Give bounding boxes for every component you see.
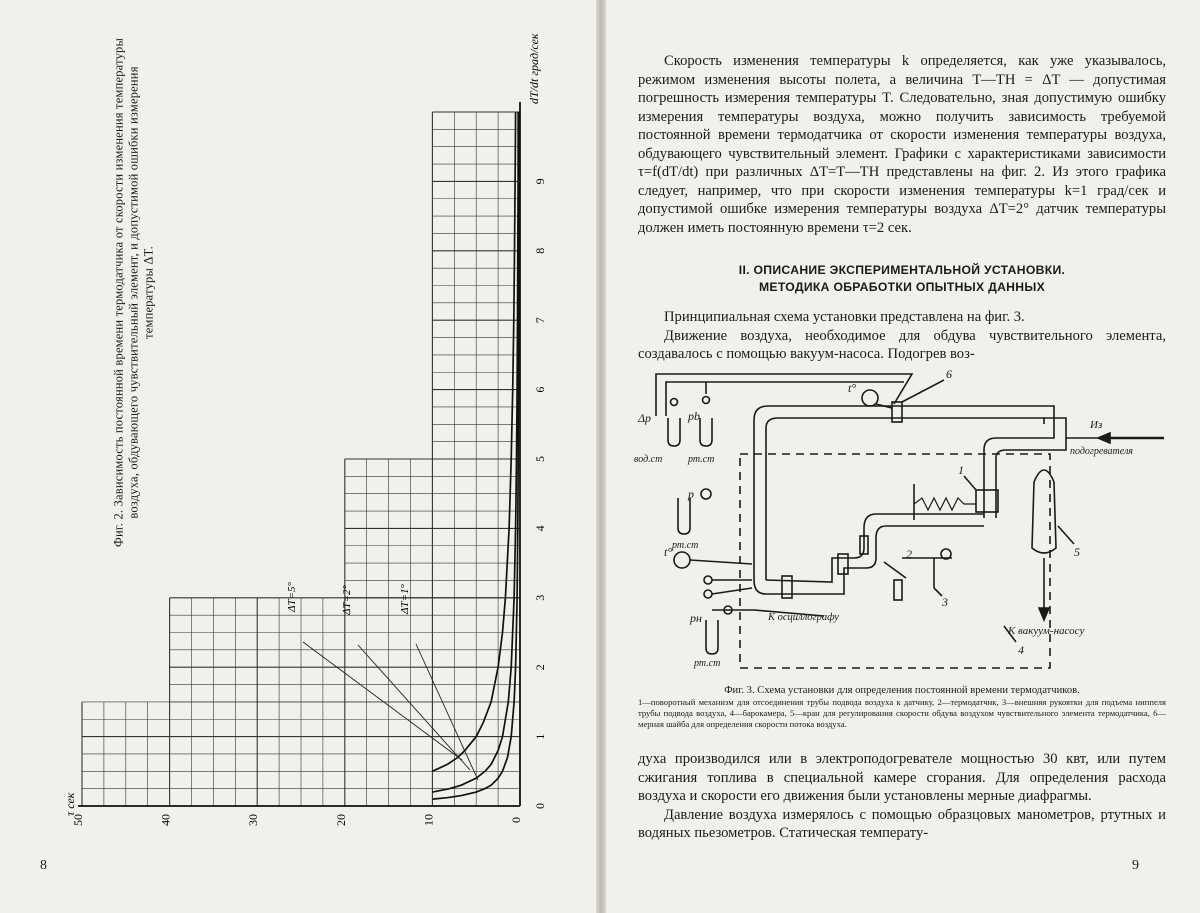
page-number-left: 8 bbox=[40, 858, 47, 873]
scheme-main-pipe bbox=[754, 406, 1054, 580]
scheme-label-rt-st-3: рт.ст bbox=[694, 658, 721, 669]
scheme-label-t-top: t° bbox=[848, 381, 857, 395]
scheme-label-from: Из bbox=[1090, 419, 1103, 431]
scheme-tube-pn bbox=[706, 620, 718, 654]
scheme-lower-pipe bbox=[754, 526, 984, 594]
para-air: Движение воздуха, необходимое для обдува чувствительного элемента, создавалось с помощью вакуум-насоса. Подогрев воз- bbox=[638, 327, 1166, 362]
chart-y-tick-label: 20 bbox=[333, 814, 348, 826]
scheme-valve-5 bbox=[1032, 470, 1056, 553]
chart-x-tick-label: 1 bbox=[533, 733, 547, 740]
figure-3-caption-title: Фиг. 3. Схема установки для определения постоянной времени термодатчиков. bbox=[724, 685, 1080, 696]
chart-y-tick-label: 0 bbox=[509, 817, 523, 823]
intro-paragraph bbox=[638, 52, 1166, 237]
chart-x-tick-label: 5 bbox=[533, 456, 547, 462]
left-page bbox=[0, 0, 598, 913]
bottom-paragraphs bbox=[638, 750, 1166, 843]
figure-3-scheme bbox=[604, 358, 1200, 680]
scheme-manifold-line bbox=[666, 382, 904, 416]
scheme-label-rt-st-2: рт.ст bbox=[672, 540, 699, 551]
scheme-leader-1 bbox=[964, 476, 976, 490]
chart-y-tick-label: 10 bbox=[421, 814, 436, 826]
para-scheme: Принципиальная схема установки представлена на фиг. 3. bbox=[664, 309, 1025, 325]
page-number-right: 9 bbox=[1132, 858, 1139, 873]
scheme-orifice-6 bbox=[892, 402, 902, 422]
scheme-number-4: 4 bbox=[1018, 643, 1024, 657]
scheme-right-pipe bbox=[984, 424, 1054, 518]
scheme-signal-line bbox=[712, 588, 752, 594]
scheme-signal-line bbox=[690, 560, 752, 564]
chart-y-tick-label: 40 bbox=[158, 814, 173, 826]
scheme-number-6: 6 bbox=[946, 367, 952, 381]
chart-series-leader bbox=[416, 644, 478, 780]
chart-x-axis-label: dT/dt град/сек bbox=[527, 33, 541, 104]
scheme-leader-3 bbox=[934, 588, 942, 596]
chart-series-line bbox=[432, 112, 519, 799]
scheme-vacuum-arrowhead bbox=[1039, 608, 1049, 620]
chart-series-label: ΔT=2° bbox=[341, 585, 353, 615]
scheme-label-vod-st: вод.ст bbox=[634, 454, 663, 465]
scheme-label-pb: pb bbox=[688, 409, 700, 423]
scheme-label-t-left: t° bbox=[664, 545, 673, 559]
scheme-flange bbox=[894, 580, 902, 600]
scheme-leader-6 bbox=[902, 380, 944, 402]
scheme-tube-rt bbox=[678, 498, 690, 534]
scheme-label-rt-st-1: рт.ст bbox=[688, 454, 715, 465]
scheme-leader-5 bbox=[1058, 526, 1074, 544]
scheme-barochamber bbox=[740, 454, 1050, 668]
chart-x-tick-label: 4 bbox=[533, 525, 547, 532]
scheme-spring bbox=[914, 498, 976, 510]
figure-3-legend: 1—поворотный механизм для отсоединения трубы подвода воздуха к датчику, 2—термодатчик, 3—внешняя рукоятки для подъема ниппеля трубы подвода воздуха, 4—барокамера, 5—кран для регулирования скорости обдува воздухом чувствительного элемента термодатчика, 6—мерная шайба для определения скорости потока воздуха. bbox=[638, 697, 1166, 729]
scheme-number-2: 2 bbox=[906, 547, 912, 561]
scheme-gauge bbox=[704, 576, 712, 584]
right-page bbox=[604, 0, 1200, 913]
scheme-mechanism-1 bbox=[976, 490, 998, 512]
scheme-valve bbox=[671, 399, 678, 406]
section-heading-line2: МЕТОДИКА ОБРАБОТКИ ОПЫТНЫХ ДАННЫХ bbox=[758, 280, 1046, 294]
para-pressure: Давление воздуха измерялось с помощью образцовых манометров, ртутных и водяных пьезометров. Статическая температу- bbox=[638, 806, 1166, 841]
scheme-label-dp: Δp bbox=[638, 411, 652, 425]
chart-y-axis-label: τ сек bbox=[63, 792, 77, 816]
figure-2-caption: Фиг. 2. Зависимость постоянной времени термодатчика от скорости изменения температуры воздуха, обдувающего чувствительный элемент, и допустимой ошибки измерения температуры ΔT. bbox=[111, 37, 156, 548]
scheme-leader-2 bbox=[884, 562, 906, 578]
chart-y-tick-label: 30 bbox=[246, 814, 261, 826]
chart-x-tick-label: 0 bbox=[533, 803, 547, 809]
scheme-number-3: 3 bbox=[942, 595, 948, 609]
chart-series-line bbox=[432, 112, 518, 792]
scheme-label-pn: pн bbox=[690, 611, 702, 625]
scheme-label-p: p bbox=[688, 487, 694, 501]
scheme-flange bbox=[838, 554, 848, 574]
chart-series-label: ΔT=1° bbox=[399, 584, 411, 614]
section-heading bbox=[638, 262, 1166, 296]
scheme-label-oscillograph: К осциллографу bbox=[768, 612, 839, 623]
scheme-tube-pb bbox=[700, 418, 712, 446]
scheme-lower-pipe bbox=[766, 514, 984, 582]
scheme-right-pipe bbox=[996, 418, 1066, 518]
chart-series-leader bbox=[303, 642, 462, 760]
figure-3-caption bbox=[638, 684, 1166, 730]
scheme-label-vacuum: К вакуум-насосу bbox=[1008, 625, 1085, 637]
scheme-heater-arrowhead bbox=[1098, 433, 1110, 443]
chart-x-tick-label: 9 bbox=[533, 178, 547, 185]
chart-series-label: ΔT=5° bbox=[286, 582, 298, 612]
figure-2-chart bbox=[0, 0, 598, 913]
chart-series-leader bbox=[358, 645, 470, 770]
scheme-label-heater: подогревателя bbox=[1070, 446, 1133, 457]
chart-x-tick-label: 2 bbox=[533, 664, 547, 671]
scheme-thermometer-top bbox=[862, 390, 878, 406]
chart-y-tick-label: 50 bbox=[71, 814, 85, 826]
scheme-tube-dp bbox=[668, 418, 680, 446]
scheme-thermometer-left bbox=[674, 552, 690, 568]
scheme-main-pipe bbox=[766, 418, 1044, 580]
scheme-gauge-p bbox=[701, 489, 711, 499]
scheme-number-1: 1 bbox=[958, 463, 964, 477]
para-heating: духа производился или в электроподогревателе мощностью 30 квт, или путем сжигания топлива в специальной камере сгорания. Для определения расхода воздуха и скорости его движения были установлены мерные диафрагмы. bbox=[638, 751, 1166, 804]
chart-x-tick-label: 3 bbox=[533, 594, 547, 601]
scheme-gauge bbox=[704, 590, 712, 598]
scheme-valve bbox=[703, 397, 710, 404]
chart-x-tick-label: 8 bbox=[533, 247, 547, 254]
intro-paragraph-text: Скорость изменения температуры k определяется, как уже указывалось, режимом изменения высоты полета, а величина T—TH = ΔT — допустимая погрешность измерения температуры T. Следовательно, зная допустимую ошибку измерения температуры воздуха, можно получить зависимость требуемой постоянной времени термодатчика от скорости изменения температуры воздуха, обдувающего чувствительный элемент. Графики с характеристиками зависимости τ=f(dT/dt) при различных ΔT=T—TH представлены на фиг. 2. Из этого графика следует, например, что при скорости изменения температуры k=1 град/сек и допустимой ошибке измерения температуры воздуха ΔT=2° датчик температуры должен иметь постоянную времени τ=2 сек. bbox=[638, 53, 1166, 236]
section-heading-line1: II. ОПИСАНИЕ ЭКСПЕРИМЕНТАЛЬНОЙ УСТАНОВКИ. bbox=[738, 263, 1066, 277]
chart-x-tick-label: 6 bbox=[533, 386, 547, 393]
chart-x-tick-label: 7 bbox=[533, 317, 547, 324]
scheme-paragraphs bbox=[638, 308, 1166, 364]
scheme-number-5: 5 bbox=[1074, 545, 1080, 559]
